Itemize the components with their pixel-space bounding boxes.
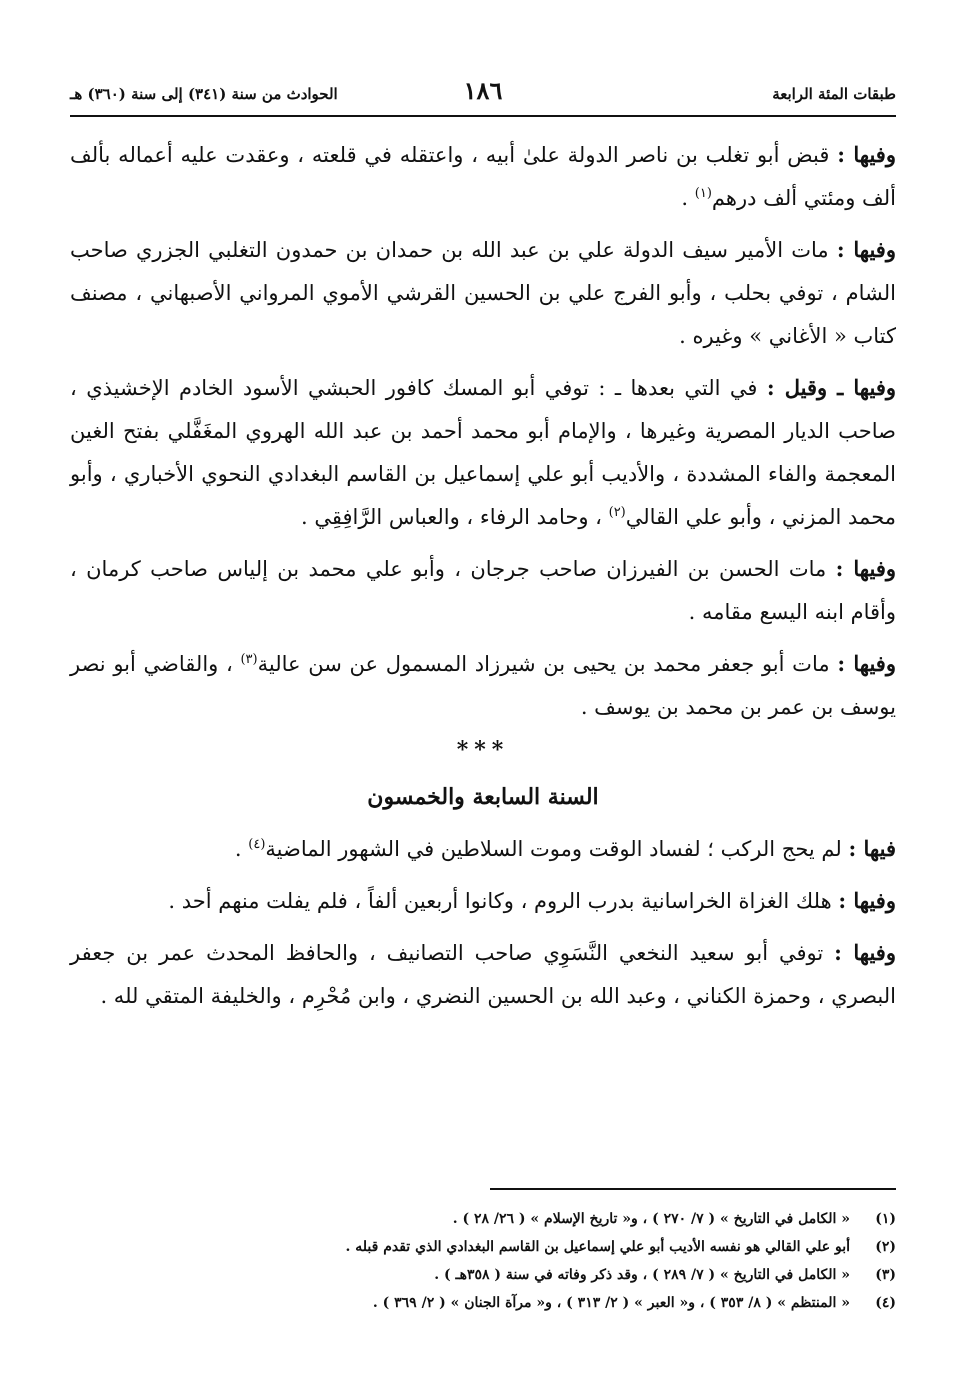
main-text <box>70 133 896 1026</box>
header-section-range: الحوادث من سنة (٣٤١) إلى سنة (٣٦٠) هـ <box>70 85 338 103</box>
paragraph-tail: ، وحامد الرفاء ، والعباس الرَّافِقِي . <box>301 505 609 529</box>
paragraph <box>70 366 896 539</box>
paragraph-text: توفي أبو سعيد النخعي النَّسَوِي صاحب التصانيف ، والحافظ المحدث عمر بن جعفر البصري ، وحمزة الكناني ، وعبد الله بن الحسين النضري ، وابن مُحْرِم ، والخليفة المتقي لله . <box>70 941 896 1008</box>
paragraph <box>70 547 896 634</box>
footnote <box>70 1233 896 1261</box>
paragraph <box>70 879 896 923</box>
paragraph-lead: وفيها : <box>837 651 896 676</box>
footnote-text: « الكامل في التاريخ » ( ٧/ ٢٧٠ ) ، و« تاريخ الإسلام » ( ٢٦/ ٢٨ ) . <box>452 1211 850 1227</box>
paragraph-text: هلك الغزاة الخراسانية بدرب الروم ، وكانوا أربعين ألفاً ، فلم يفلت منهم أحد . <box>168 889 832 913</box>
footnote-number: (٢) <box>875 1239 896 1255</box>
paragraph-lead: فيها : <box>848 836 896 861</box>
footnote-divider <box>490 1188 896 1190</box>
paragraph <box>70 931 896 1018</box>
paragraph-text: في التي بعدها ـ : توفي أبو المسك كافور الحبشي الأسود الخادم الإخشيذي ، صاحب الديار المصرية وغيرها ، والإمام أبو محمد أحمد بن عبد الله الهروي المغَفَّلي بفتح الغين المعجمة والفاء المشددة ، والأديب أبو علي إسماعيل بن القاسم البغدادي النحوي الأخباري ، وأبو محمد المزني ، وأبو علي القالي <box>70 376 896 529</box>
paragraph <box>70 642 896 729</box>
paragraph-tail: . <box>234 837 249 861</box>
footnote-number: (١) <box>875 1211 896 1227</box>
paragraph-text: مات الأمير سيف الدولة علي بن عبد الله بن حمدان بن حمدون التغلبي الجزري صاحب الشام ، توفي بحلب ، وأبو الفرج علي بن الحسين القرشي الأموي المرواني الأصبهاني ، مصنف كتاب « الأغاني » وغيره . <box>70 238 896 348</box>
footnote-number: (٤) <box>875 1295 896 1311</box>
paragraph-tail: ، والقاضي أبو نصر يوسف بن عمر بن محمد بن يوسف . <box>70 652 896 719</box>
paragraph <box>70 827 896 871</box>
footnote-ref[interactable]: (٣) <box>240 652 258 667</box>
paragraph-lead: وفيها : <box>835 556 896 581</box>
footnote <box>70 1261 896 1289</box>
page-number: ١٨٦ <box>463 76 503 105</box>
section-separator: *** <box>456 737 510 763</box>
footnote-ref[interactable]: (١) <box>694 186 712 201</box>
section-heading: السنة السابعة والخمسون <box>367 784 599 810</box>
paragraph-lead: وفيها : <box>834 940 896 965</box>
footnotes <box>70 1205 896 1317</box>
footnote-number: (٣) <box>875 1267 896 1283</box>
paragraph-lead: وفيها : <box>836 237 896 262</box>
footnote-text: « المنتظم » ( ٨/ ٣٥٣ ) ، و« العبر » ( ٢/ ٣١٣ ) ، و« مرآة الجنان » ( ٢/ ٣٦٩ ) . <box>372 1295 850 1311</box>
paragraph <box>70 133 896 220</box>
paragraph-text: قبض أبو تغلب بن ناصر الدولة علىٰ أبيه ، واعتقله في قلعته ، وعقدت عليه أعماله بألف ألف ومئتي ألف درهم <box>70 143 896 210</box>
paragraph-text: مات أبو جعفر محمد بن يحيى بن شيرزاد المسمول عن سن عالية <box>257 652 830 676</box>
footnote-text: « الكامل في التاريخ » ( ٧/ ٢٨٩ ) ، وقد ذكر وفاته في سنة ( ٣٥٨هـ ) . <box>434 1267 850 1283</box>
paragraph-text: لم يحج الركب ؛ لفساد الوقت وموت السلاطين في الشهور الماضية <box>265 837 842 861</box>
header-divider <box>70 115 896 117</box>
footnote-ref[interactable]: (٤) <box>248 837 266 852</box>
footnote <box>70 1205 896 1233</box>
header-book-title: طبقات المئة الرابعة <box>772 85 896 103</box>
footnote-ref[interactable]: (٢) <box>608 505 626 520</box>
footnote <box>70 1289 896 1317</box>
running-header <box>70 78 896 110</box>
paragraph <box>70 228 896 358</box>
paragraph-lead: وفيها : <box>838 888 896 913</box>
paragraph-lead: وفيها ـ وقيل : <box>766 375 896 400</box>
paragraph-text: مات الحسن بن الفيرزان صاحب جرجان ، وأبو علي محمد بن إلياس صاحب كرمان ، وأقام ابنه اليسع مقامه . <box>70 557 896 624</box>
footnote-text: أبو علي القالي هو نفسه الأديب أبو علي إسماعيل بن القاسم البغدادي الذي تقدم قبله . <box>345 1239 850 1255</box>
paragraph-lead: وفيها : <box>837 142 896 167</box>
paragraph-tail: . <box>681 186 695 210</box>
